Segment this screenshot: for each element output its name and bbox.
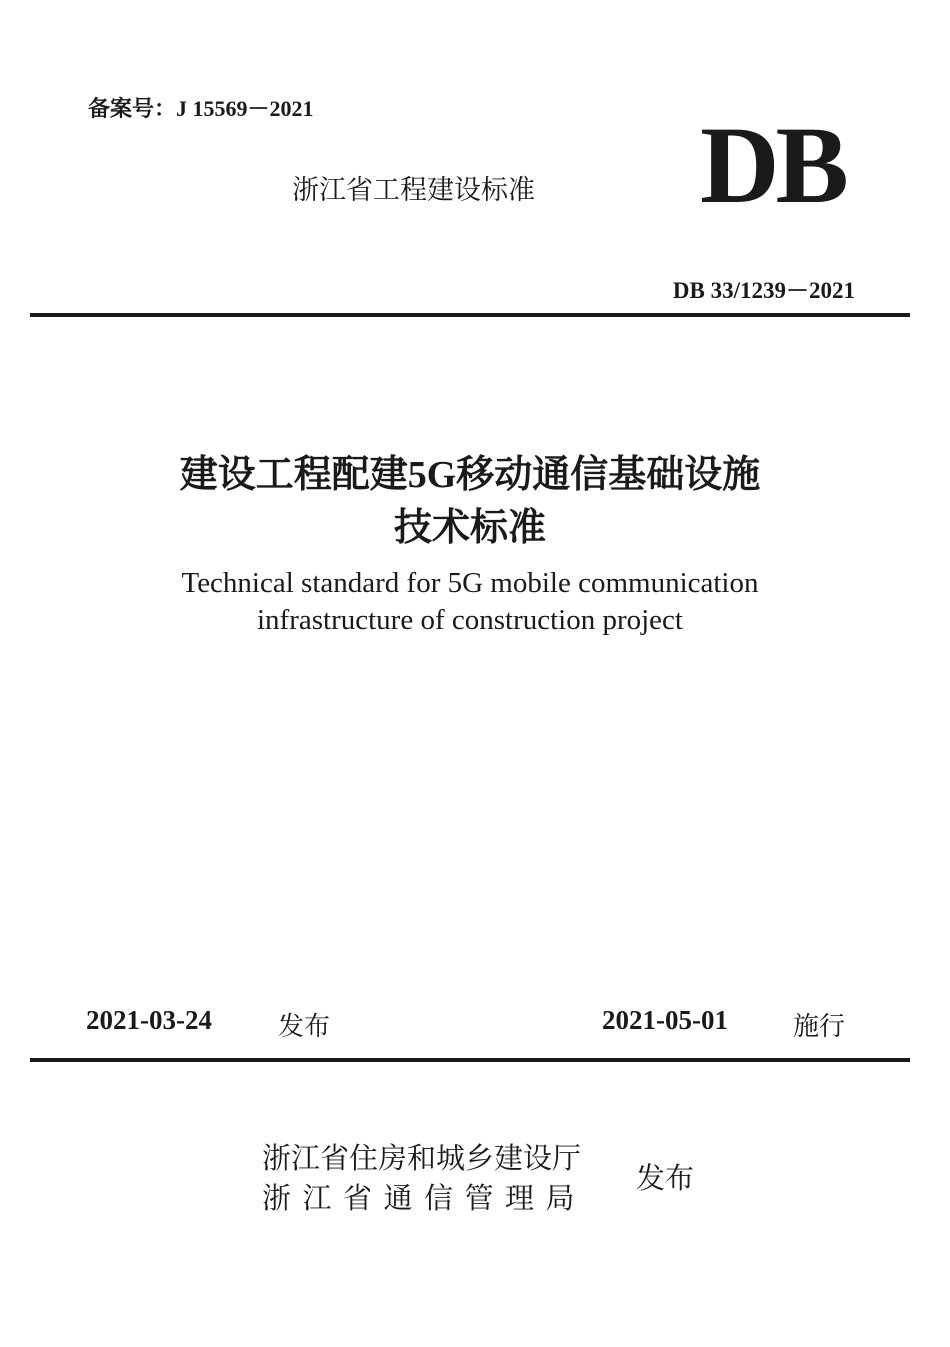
publish-date: 2021-03-24 xyxy=(86,1005,212,1035)
db-logo: DB xyxy=(700,104,845,226)
record-number: 备案号：J 15569－2021 xyxy=(88,96,314,121)
top-divider xyxy=(30,313,910,317)
issuer-communications-bureau: 浙江省通信管理局 xyxy=(262,1181,587,1215)
title-en-line1: Technical standard for 5G mobile communication xyxy=(181,567,759,599)
title-cn-line2: 技术标准 xyxy=(393,507,546,549)
publish-label: 发布 xyxy=(278,1012,331,1042)
bottom-divider xyxy=(30,1058,910,1062)
issue-label: 发布 xyxy=(636,1161,695,1195)
effective-date: 2021-05-01 xyxy=(602,1005,728,1035)
effective-label: 施行 xyxy=(793,1012,846,1042)
standard-category: 浙江省工程建设标准 xyxy=(292,175,535,206)
title-en-line2: infrastructure of construction project xyxy=(257,604,683,636)
standard-number: DB 33/1239－2021 xyxy=(672,278,855,303)
issuer-housing-department: 浙江省住房和城乡建设厅 xyxy=(262,1141,582,1175)
title-cn-line1: 建设工程配建5G移动通信基础设施 xyxy=(179,454,761,496)
